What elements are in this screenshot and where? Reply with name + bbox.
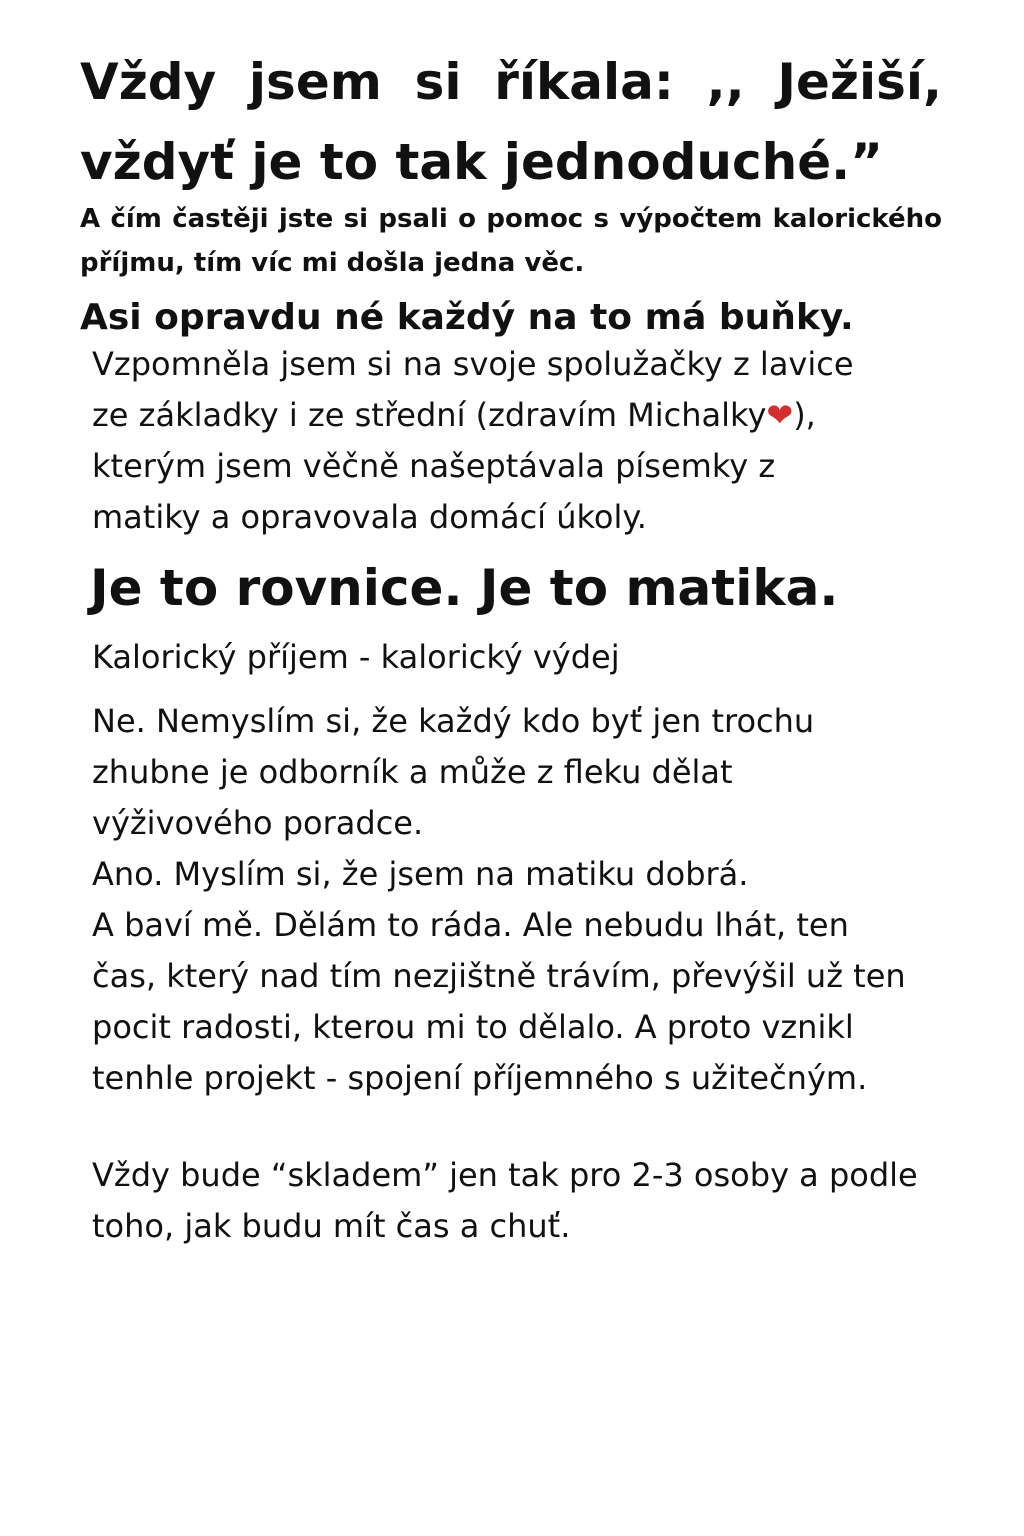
explanation-line: Ne. Nemyslím si, že každý kdo byť jen trochu bbox=[92, 702, 815, 740]
memory-line-2 bbox=[92, 390, 952, 441]
explanation-paragraph bbox=[92, 696, 952, 1104]
memory-line-4: matiky a opravovala domácí úkoly. bbox=[92, 498, 647, 536]
formula-text: Kalorický příjem - kalorický výdej bbox=[92, 638, 620, 676]
slogan-heading: Je to rovnice. Je to matika. bbox=[90, 559, 839, 617]
explanation-line: A baví mě. Dělám to ráda. Ale nebudu lhát, ten bbox=[92, 906, 849, 944]
explanation-line: čas, který nad tím nezjištně trávím, převýšil už ten bbox=[92, 957, 906, 995]
explanation-line: pocit radosti, kterou mi to dělalo. A proto vznikl bbox=[92, 1008, 854, 1046]
memory-line-3: kterým jsem věčně našeptávala písemky z bbox=[92, 447, 776, 485]
memory-line-2-end: ), bbox=[793, 396, 816, 434]
memory-paragraph bbox=[92, 339, 952, 543]
subtitle: A čím častěji jste si psali o pomoc s výpočtem kalorického příjmu, tím víc mi došla jedna věc. bbox=[80, 204, 942, 278]
closing-line: toho, jak budu mít čas a chuť. bbox=[92, 1207, 571, 1245]
explanation-line: Ano. Myslím si, že jsem na matiku dobrá. bbox=[92, 855, 749, 893]
lead-statement: Asi opravdu né každý na to má buňky. bbox=[80, 297, 854, 338]
page-title: Vždy jsem si říkala: ,, Ježiší, vždyť je to tak jednoduché.” bbox=[80, 53, 942, 191]
explanation-line: zhubne je odborník a může z fleku dělat bbox=[92, 753, 733, 791]
explanation-line: tenhle projekt - spojení příjemného s užitečným. bbox=[92, 1059, 868, 1097]
heart-icon: ❤ bbox=[766, 396, 794, 434]
explanation-line: výživového poradce. bbox=[92, 804, 424, 842]
closing-line: Vždy bude “skladem” jen tak pro 2-3 osoby a podle bbox=[92, 1156, 918, 1194]
closing-paragraph bbox=[92, 1150, 952, 1252]
memory-line-2-text: ze základky i ze střední (zdravím Michalky bbox=[92, 396, 767, 434]
memory-line-1: Vzpomněla jsem si na svoje spolužačky z lavice bbox=[92, 345, 854, 383]
